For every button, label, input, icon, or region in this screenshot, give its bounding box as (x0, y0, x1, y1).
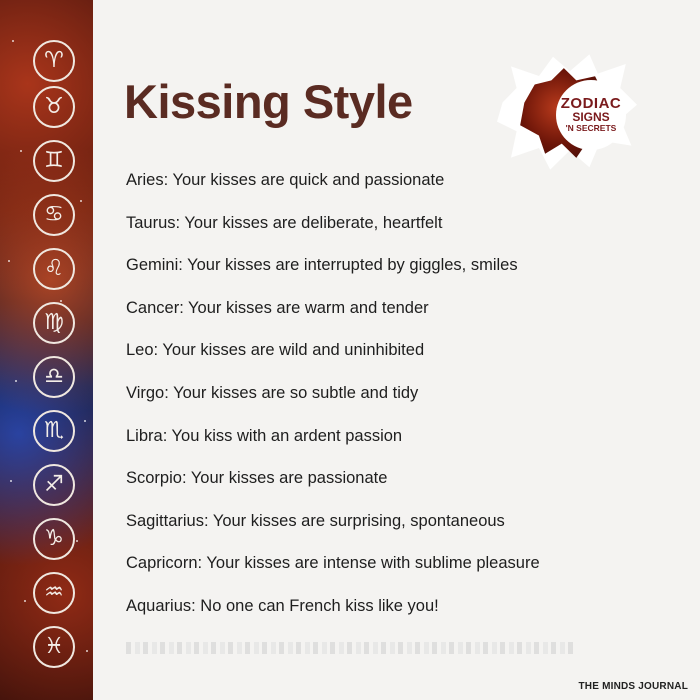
aquarius-icon: ♒ (33, 572, 75, 614)
aries-icon: ♈ (33, 40, 75, 82)
list-item: Libra: You kiss with an ardent passion (126, 426, 403, 445)
libra-icon: ♎ (33, 356, 75, 398)
scorpio-icon: ♏ (33, 410, 75, 452)
list-item: Leo: Your kisses are wild and uninhibited (126, 341, 425, 360)
logo-line-1: ZODIAC (560, 95, 622, 112)
page-title: Kissing Style (124, 75, 413, 128)
cancer-icon: ♋ (33, 194, 75, 236)
list-item: Sagittarius: Your kisses are surprising, spontaneous (126, 511, 505, 530)
list-item: Scorpio: Your kisses are passionate (126, 469, 388, 488)
list-item: Cancer: Your kisses are warm and tender (126, 298, 429, 317)
list-item: Virgo: Your kisses are so subtle and tidy (126, 383, 419, 402)
list-item: Capricorn: Your kisses are intense with sublime pleasure (126, 554, 540, 573)
leo-icon: ♌ (33, 248, 75, 290)
faded-line (126, 642, 576, 654)
logo-line-2: SIGNS (572, 110, 610, 124)
zodiac-signs-logo (556, 80, 626, 150)
list-item: Aquarius: No one can French kiss like you! (126, 596, 439, 615)
list-item: Gemini: Your kisses are interrupted by giggles, smiles (126, 256, 518, 275)
list-item: Aries: Your kisses are quick and passionate (126, 171, 445, 189)
sagittarius-icon: ♐ (33, 464, 75, 506)
gemini-icon: ♊ (33, 140, 75, 182)
logo-line-3: 'N SECRETS (565, 123, 617, 133)
pisces-icon: ♓ (33, 626, 75, 668)
kissing-style-list (126, 170, 540, 639)
list-item: Taurus: Your kisses are deliberate, heartfelt (126, 213, 443, 232)
zodiac-sidebar (0, 0, 93, 700)
footer-brand: THE MINDS JOURNAL (578, 681, 688, 692)
virgo-icon: ♍ (33, 302, 75, 344)
taurus-icon: ♉ (33, 86, 75, 128)
capricorn-icon: ♑ (33, 518, 75, 560)
